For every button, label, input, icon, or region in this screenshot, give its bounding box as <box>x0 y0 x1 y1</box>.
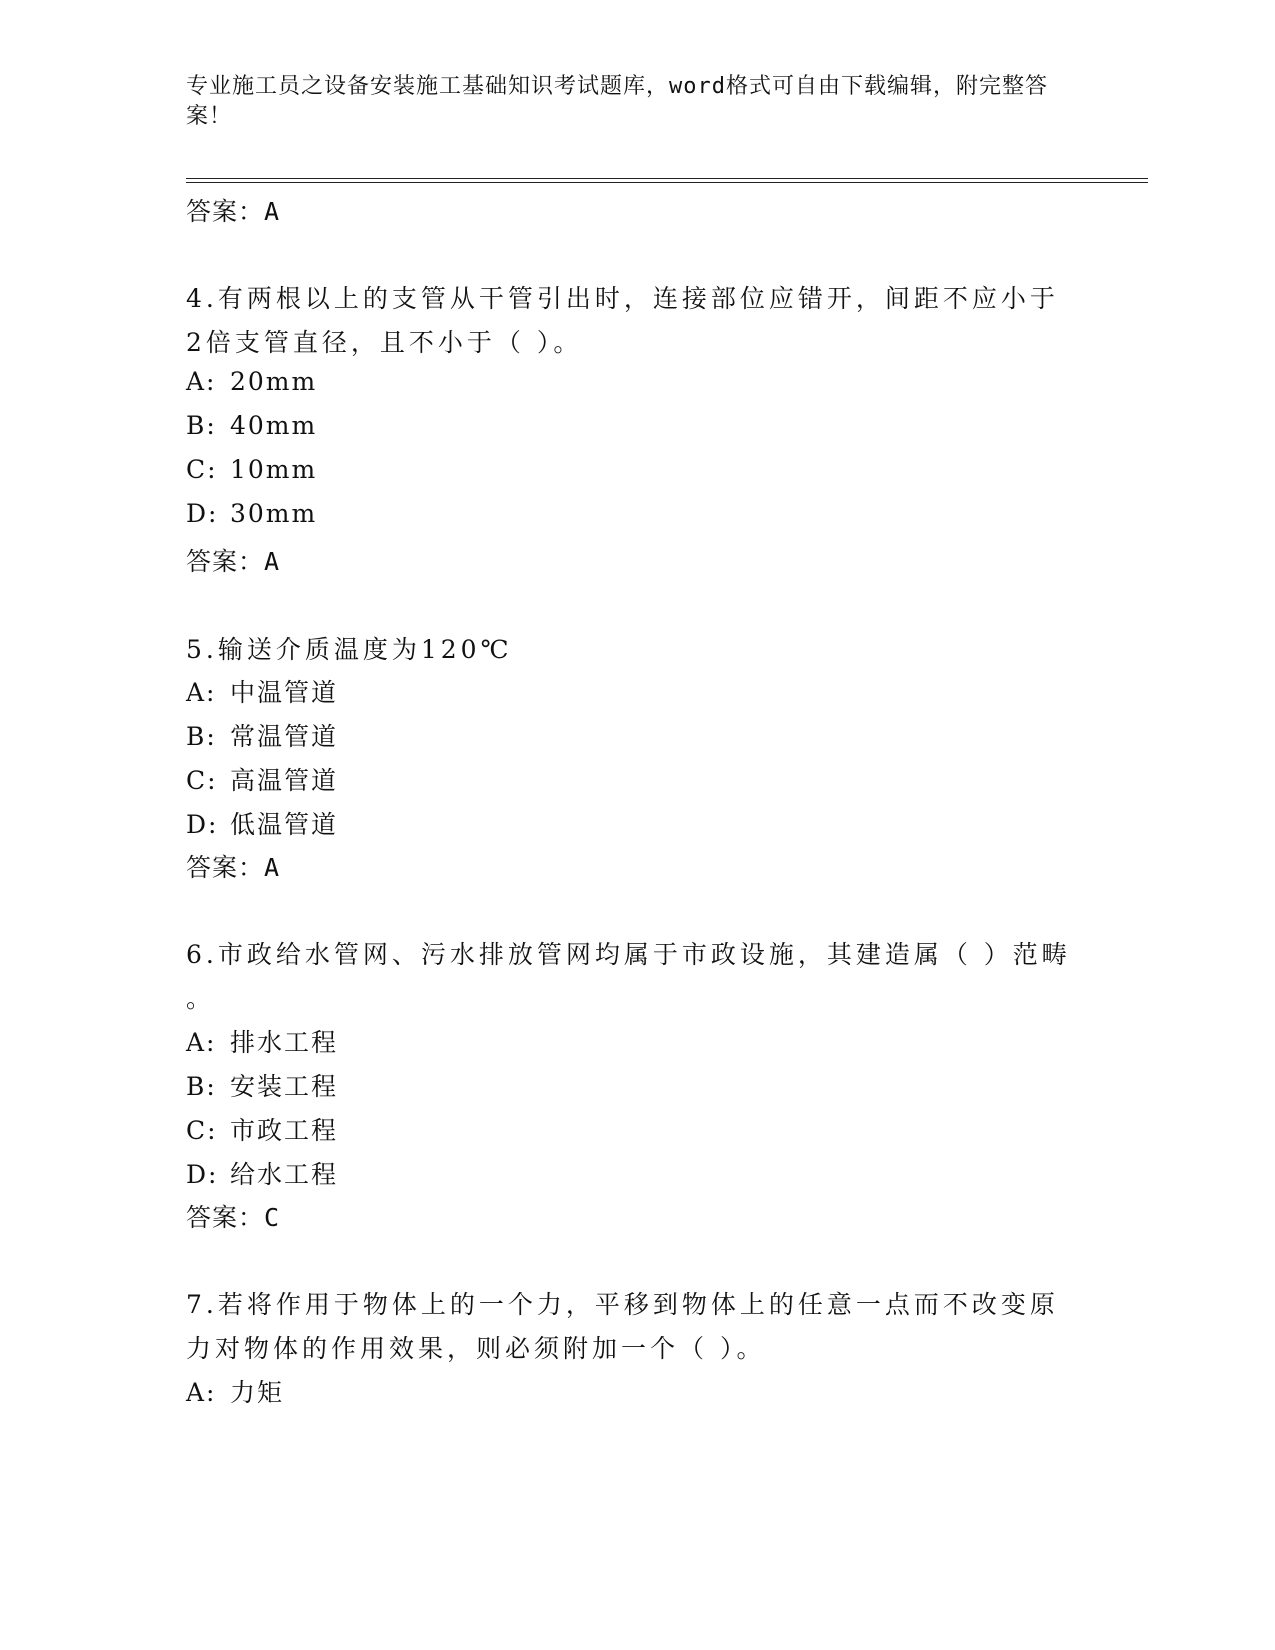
question-6-answer: 答案：C <box>186 1203 281 1232</box>
previous-answer: 答案：A <box>186 197 281 226</box>
option-letter: B: <box>186 411 217 440</box>
document-header: 专业施工员之设备安装施工基础知识考试题库，word格式可自由下载编辑，附完整答案！ <box>186 74 1048 129</box>
question-5-option-d <box>186 805 338 841</box>
option-text: 力矩 <box>230 1378 285 1407</box>
option-letter: C: <box>186 455 218 484</box>
option-letter: C: <box>186 766 218 795</box>
question-7-line-2: 力对物体的作用效果，则必须附加一个（ ）。 <box>186 1334 766 1363</box>
option-text: 市政工程 <box>230 1116 339 1145</box>
header-divider-bottom <box>186 182 1148 183</box>
question-4-option-c <box>186 455 317 484</box>
question-4-option-d <box>186 499 317 528</box>
question-4-line-2: 2倍支管直径，且不小于（ ）。 <box>186 328 583 357</box>
option-letter: A: <box>186 1028 217 1057</box>
header-divider-top <box>186 178 1148 179</box>
option-text: 30mm <box>230 499 318 528</box>
question-5-answer: 答案：A <box>186 853 281 882</box>
question-6-line-2: 。 <box>186 984 216 1013</box>
option-text: 低温管道 <box>230 810 339 839</box>
option-letter: D: <box>186 499 219 528</box>
option-letter: C: <box>186 1116 218 1145</box>
option-letter: A: <box>186 367 217 396</box>
option-text: 常温管道 <box>230 722 339 751</box>
question-4-line-1: 4.有两根以上的支管从干管引出时，连接部位应错开，间距不应小于 <box>186 284 1059 313</box>
question-4-option-a <box>186 367 317 396</box>
question-5-option-c <box>186 761 338 797</box>
option-letter: B: <box>186 1072 217 1101</box>
option-text: 给水工程 <box>230 1160 339 1189</box>
option-text: 高温管道 <box>230 766 339 795</box>
question-6-option-c <box>186 1111 338 1147</box>
option-text: 排水工程 <box>230 1028 339 1057</box>
option-text: 安装工程 <box>230 1072 339 1101</box>
option-text: 中温管道 <box>230 678 339 707</box>
option-letter: A: <box>186 1378 217 1407</box>
question-4-answer: 答案：A <box>186 547 281 576</box>
question-7-line-1: 7.若将作用于物体上的一个力，平移到物体上的任意一点而不改变原 <box>186 1290 1059 1319</box>
question-7-option-a <box>186 1373 284 1409</box>
option-text: 10mm <box>230 455 318 484</box>
option-letter: D: <box>186 1160 219 1189</box>
option-text: 40mm <box>230 411 318 440</box>
question-6-option-b <box>186 1067 338 1103</box>
question-6-option-d <box>186 1155 338 1191</box>
option-letter: B: <box>186 722 217 751</box>
option-text: 20mm <box>230 367 318 396</box>
question-4-option-b <box>186 411 317 440</box>
option-letter: A: <box>186 678 217 707</box>
question-6-line-1: 6.市政给水管网、污水排放管网均属于市政设施，其建造属（ ）范畴 <box>186 940 1071 969</box>
question-6-option-a <box>186 1023 338 1059</box>
question-5-option-a <box>186 673 338 709</box>
option-letter: D: <box>186 810 219 839</box>
question-5-option-b <box>186 717 338 753</box>
question-5-line-1: 5.输送介质温度为120℃ <box>186 635 513 664</box>
